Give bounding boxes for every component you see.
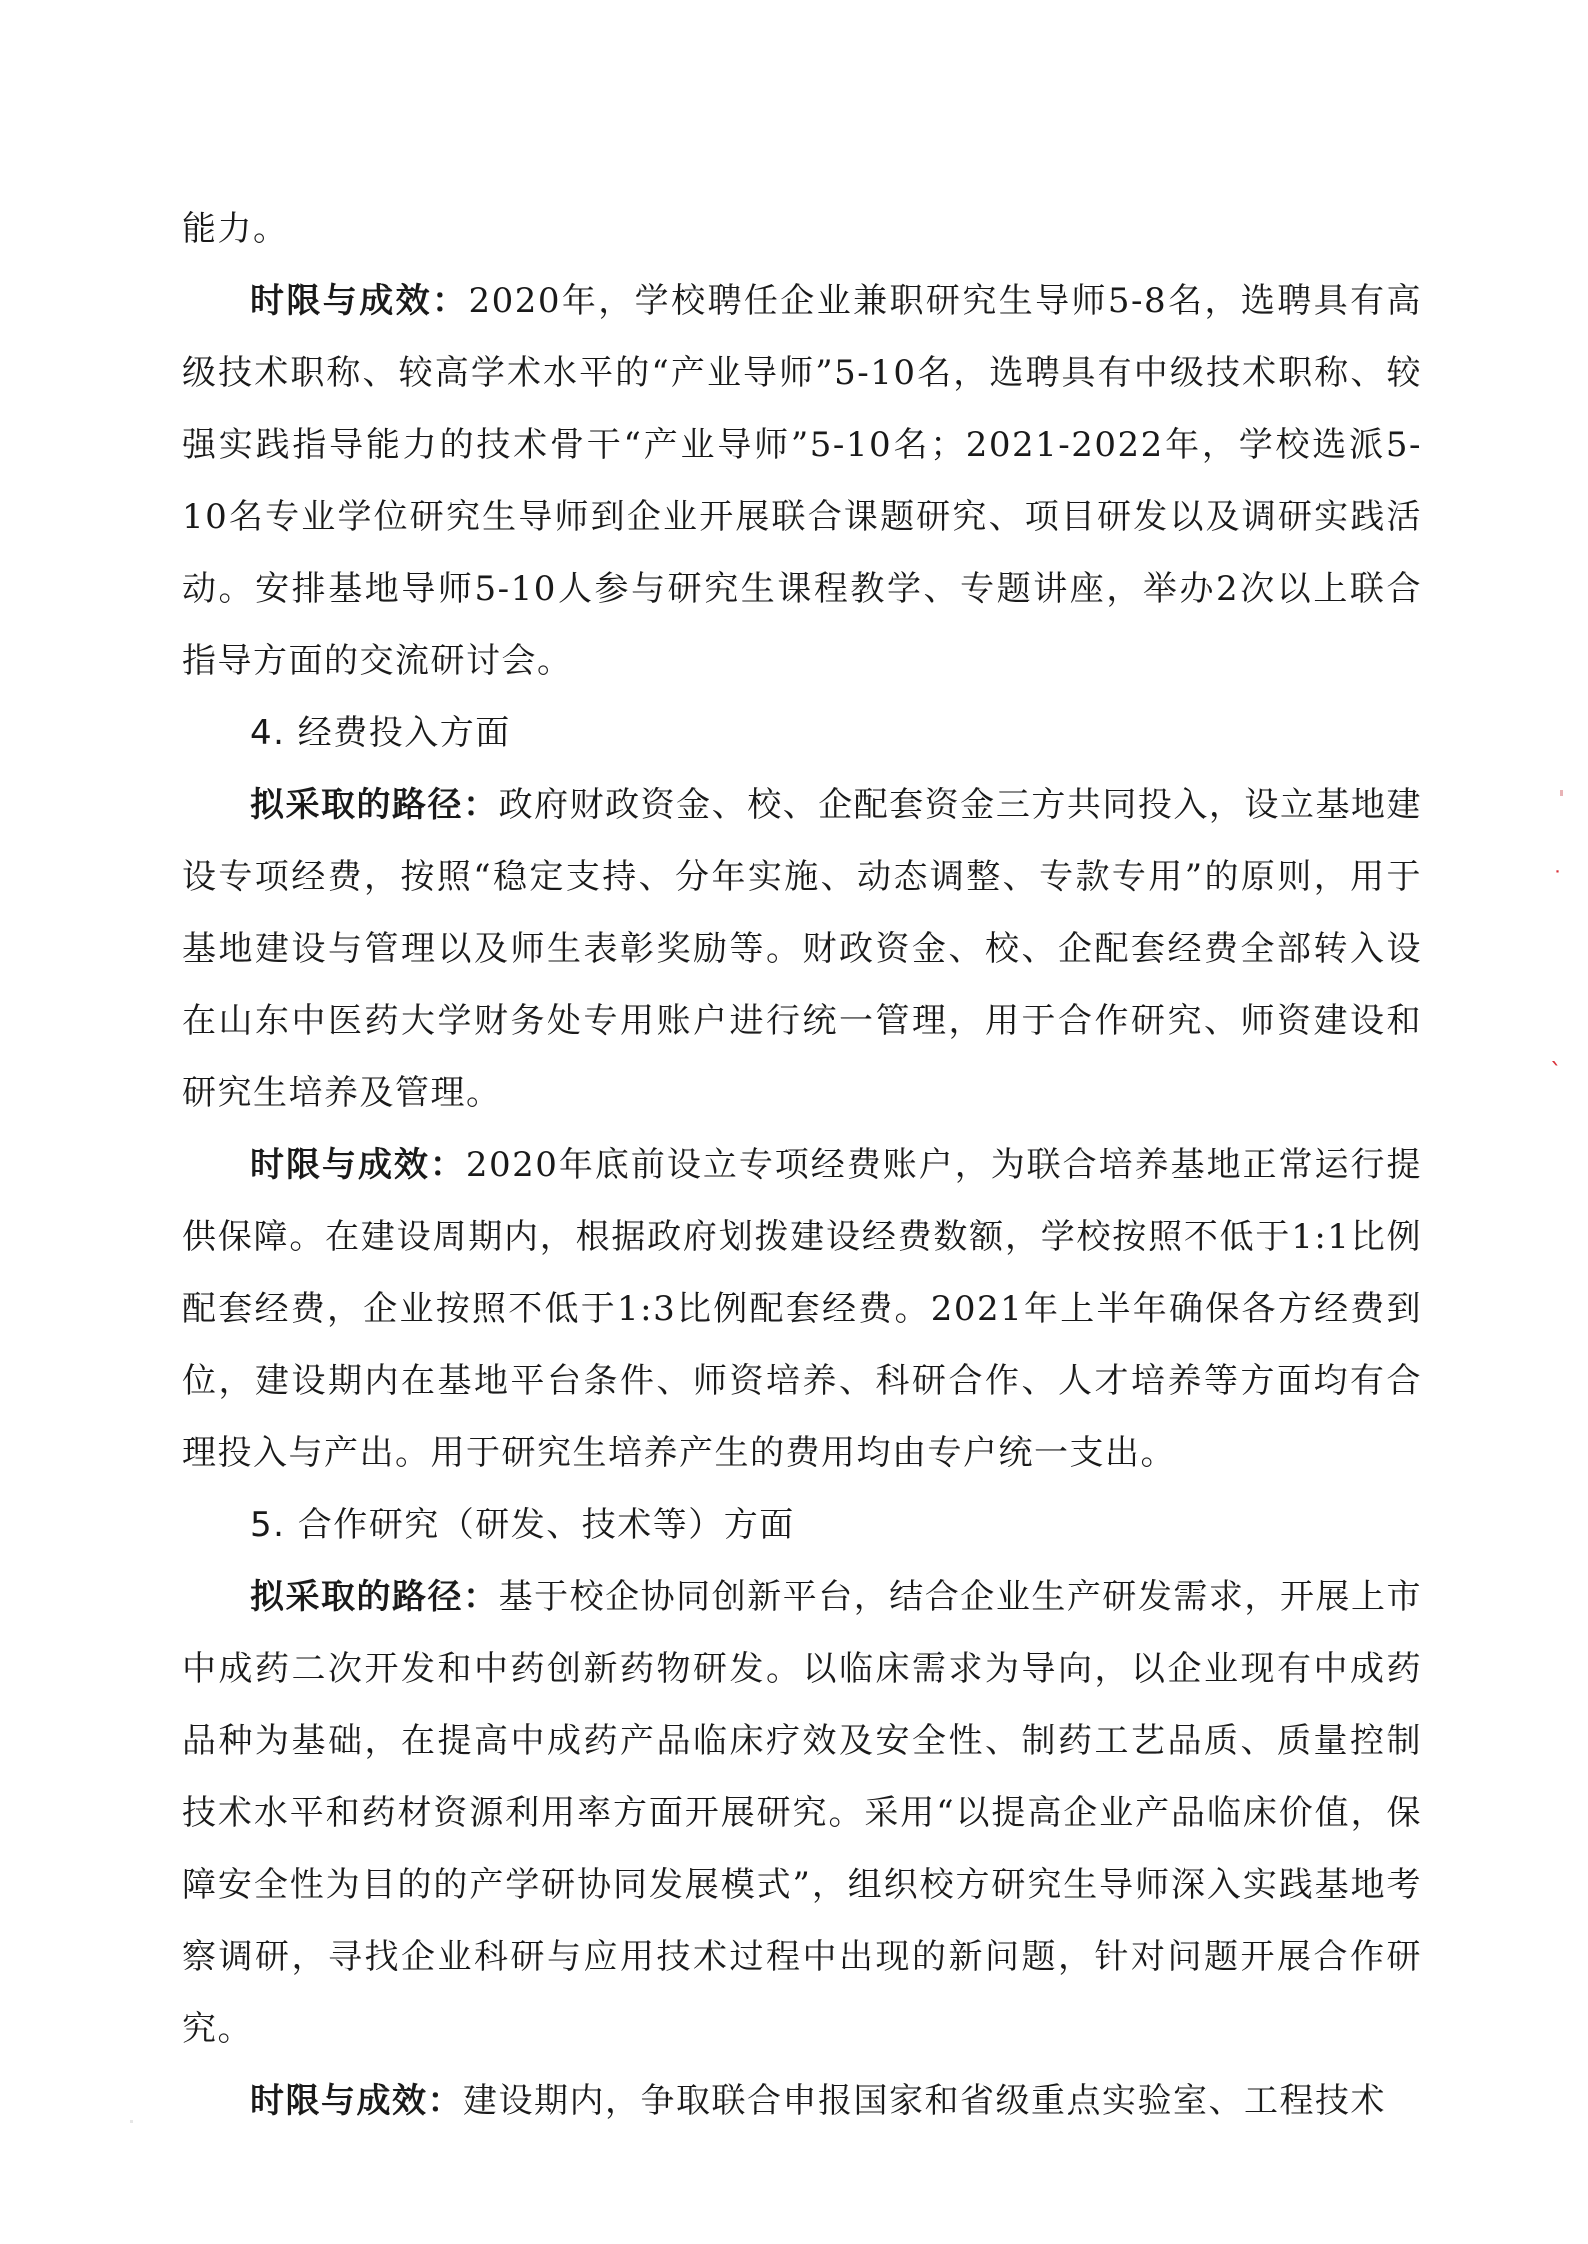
paragraph-label: 拟采取的路径： (250, 1577, 499, 1617)
section-heading-research: 5. 合作研究（研发、技术等）方面 (250, 1505, 795, 1545)
paragraph-research-timeline (182, 2065, 1422, 2137)
paragraph-funding-timeline (182, 1129, 1422, 1489)
section-heading-funding: 4. 经费投入方面 (250, 713, 511, 753)
scan-speck (130, 2120, 133, 2123)
seal-fragment-mark: ˎ (1550, 1038, 1562, 1066)
seal-fragment-mark: ˙ (1552, 868, 1563, 893)
paragraph-text: 2020年底前设立专项经费账户，为联合培养基地正常运行提供保障。在建设周期内，根据政府划拨建设经费数额，学校按照不低于1:1比例配套经费，企业按照不低于1:3比例配套经费。2021年上半年确保各方经费到位，建设期内在基地平台条件、师资培养、科研合作、人才培养等方面均有合理投入与产出。用于研究生培养产生的费用均由专户统一支出。 (182, 1145, 1423, 1473)
paragraph-continuation (182, 193, 1422, 265)
paragraph-label: 时限与成效： (250, 2081, 463, 2121)
paragraph-timeline-mentors (182, 265, 1422, 697)
paragraph-text: 建设期内，争取联合申报国家和省级重点实验室、工程技术 (463, 2081, 1386, 2121)
paragraph-funding-path (182, 769, 1422, 1129)
document-body (182, 193, 1422, 2137)
paragraph-label: 时限与成效： (250, 1145, 466, 1185)
paragraph-text: 政府财政资金、校、企配套资金三方共同投入，设立基地建设专项经费，按照“稳定支持、分年实施、动态调整、专款专用”的原则，用于基地建设与管理以及师生表彰奖励等。财政资金、校、企配套经费全部转入设在山东中医药大学财务处专用账户进行统一管理，用于合作研究、师资建设和研究生培养及管理。 (182, 785, 1422, 1113)
paragraph-label: 时限与成效： (250, 281, 469, 321)
seal-fragment-mark (1560, 790, 1563, 796)
paragraph-text: 能力。 (182, 209, 289, 249)
paragraph-research-path (182, 1561, 1422, 2065)
paragraph-label: 拟采取的路径： (250, 785, 499, 825)
paragraph-text: 基于校企协同创新平台，结合企业生产研发需求，开展上市中成药二次开发和中药创新药物研发。以临床需求为导向，以企业现有中成药品种为基础，在提高中成药产品临床疗效及安全性、制药工艺品质、质量控制技术水平和药材资源利用率方面开展研究。采用“以提高企业产品临床价值，保障安全性为目的的产学研协同发展模式”，组织校方研究生导师深入实践基地考察调研，寻找企业科研与应用技术过程中出现的新问题，针对问题开展合作研究。 (182, 1577, 1422, 2049)
paragraph-text: 2020年，学校聘任企业兼职研究生导师5-8名，选聘具有高级技术职称、较高学术水平的“产业导师”5-10名，选聘具有中级技术职称、较强实践指导能力的技术骨干“产业导师”5-10名；2021-2022年，学校选派5-10名专业学位研究生导师到企业开展联合课题研究、项目研发以及调研实践活动。安排基地导师5-10人参与研究生课程教学、专题讲座，举办2次以上联合指导方面的交流研讨会。 (182, 281, 1423, 681)
